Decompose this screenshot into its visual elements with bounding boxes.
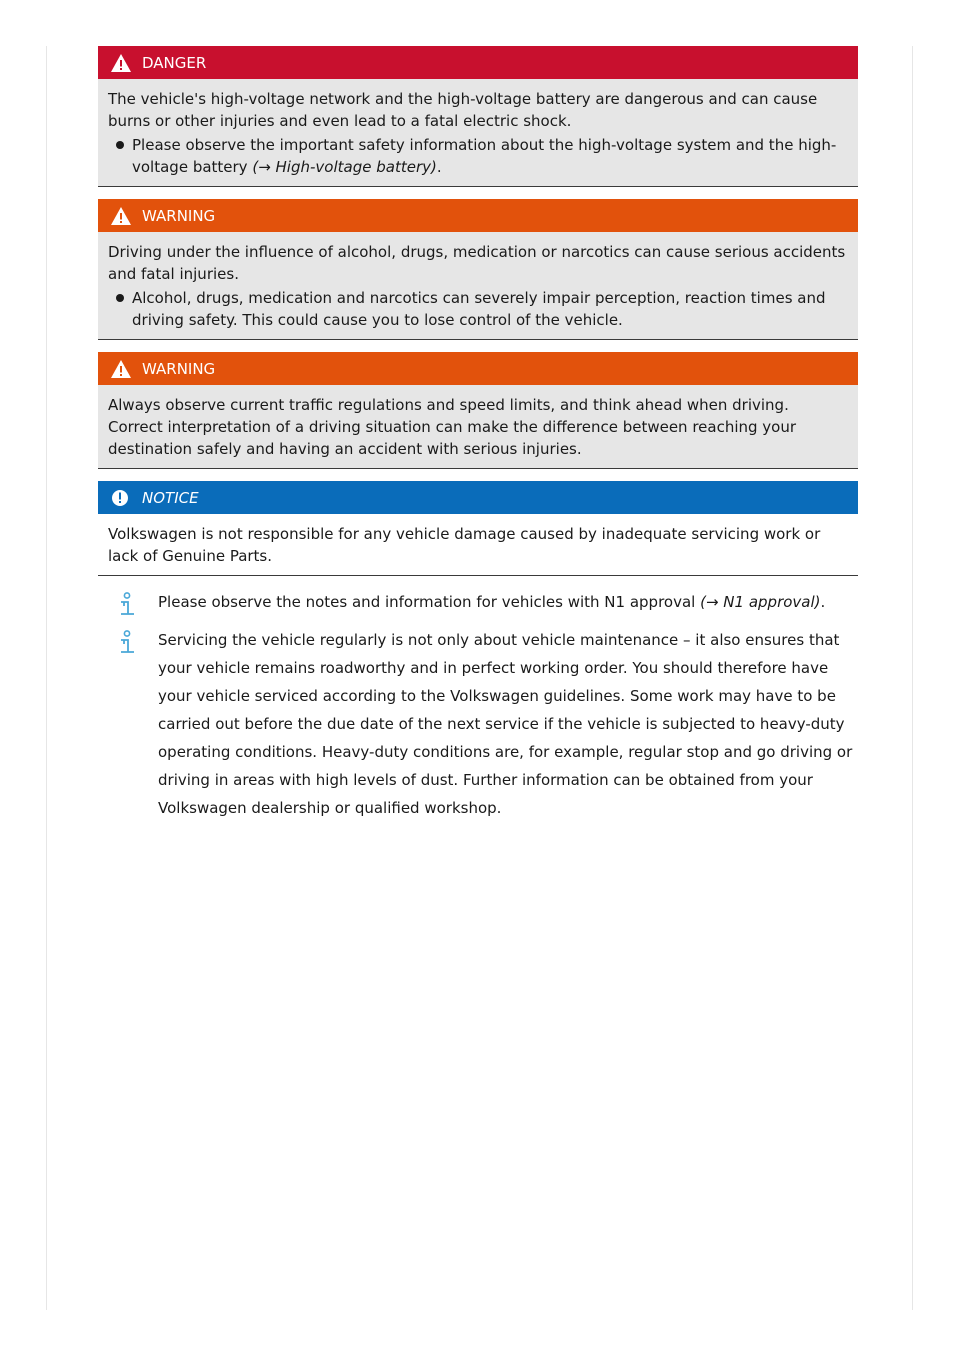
info-body: Please observe the notes and information for vehicles with N1 approval [158, 593, 696, 611]
warning-heading: WARNING [142, 359, 216, 378]
info-icon [98, 588, 158, 618]
warning-header [98, 199, 858, 232]
warning-body [98, 232, 858, 340]
bullet-dot [116, 294, 124, 302]
notice-heading: NOTICE [142, 488, 199, 507]
danger-intro: The vehicle's high-voltage network and the high-voltage battery are dangerous and can cause burns or other injuries and even lead to a fatal electric shock. [108, 90, 818, 130]
warning-intro: Driving under the influence of alcohol, drugs, medication or narcotics can cause serious accidents and fatal injuries. [108, 243, 846, 283]
info-icon [98, 626, 158, 822]
warning-triangle-icon [110, 359, 132, 379]
info-note-n1 [98, 588, 858, 618]
info-text [158, 588, 825, 618]
danger-bullet-text [132, 134, 846, 178]
danger-heading: DANGER [142, 53, 207, 72]
left-margin-rule [46, 46, 47, 1310]
warning-heading: WARNING [142, 206, 216, 225]
warning-triangle-icon [110, 53, 132, 73]
high-voltage-battery-link[interactable]: (→ High-voltage battery) [252, 158, 437, 176]
warning-box-alcohol [98, 199, 858, 340]
notice-box [98, 481, 858, 576]
notice-body [98, 514, 858, 576]
right-margin-rule [912, 46, 913, 1310]
exclamation-circle-icon [110, 488, 132, 508]
danger-header [98, 46, 858, 79]
bullet-dot [116, 141, 124, 149]
info-note-servicing [98, 626, 858, 822]
warning-body [98, 385, 858, 469]
warning-header [98, 352, 858, 385]
page-content [98, 46, 858, 822]
danger-box [98, 46, 858, 187]
warning-bullet [116, 287, 846, 331]
warning-bullet-text: Alcohol, drugs, medication and narcotics can severely impair perception, reaction times and driving safety. This could cause you to lose control of the vehicle. [132, 289, 826, 329]
danger-bullet-body: Please observe the important safety information about the high-voltage system and the high-voltage battery [132, 136, 837, 176]
danger-bullet [116, 134, 846, 178]
notice-text: Volkswagen is not responsible for any vehicle damage caused by inadequate servicing work or lack of Genuine Parts. [108, 525, 821, 565]
notice-header [98, 481, 858, 514]
danger-body [98, 79, 858, 187]
n1-approval-link[interactable]: (→ N1 approval) [700, 593, 821, 611]
info-end: . [820, 593, 826, 611]
warning-box-traffic [98, 352, 858, 469]
warning-triangle-icon [110, 206, 132, 226]
info-text: Servicing the vehicle regularly is not only about vehicle maintenance – it also ensures that your vehicle remains roadworthy and in perfect working order. You should therefore have your vehicle serviced according to the Volkswagen guidelines. Some work may have to be carried out before the due date of the next service if the vehicle is subjected to heavy-duty operating conditions. Heavy-duty conditions are, for example, regular stop and go driving or driving in areas with high levels of dust. Further information can be obtained from your Volkswagen dealership or qualified workshop. [158, 631, 853, 817]
danger-bullet-end: . [436, 158, 442, 176]
warning-text: Always observe current traffic regulations and speed limits, and think ahead when driving. Correct interpretation of a driving situation can make the difference between reaching your destination safely and having an accident with serious injuries. [108, 396, 797, 458]
